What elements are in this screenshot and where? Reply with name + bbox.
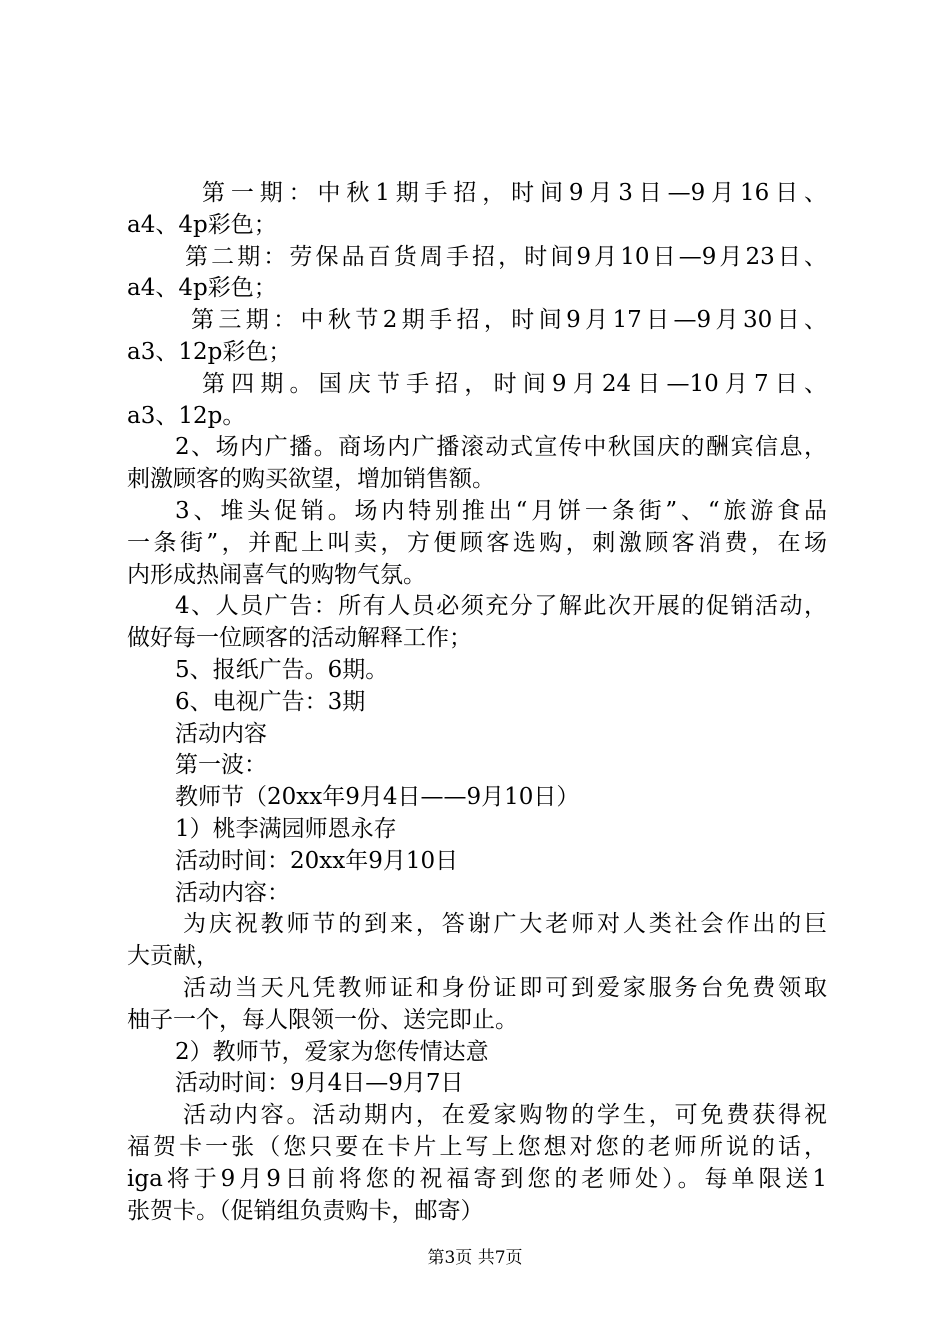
text-line: 1）桃李满园师恩永存 [175, 815, 397, 842]
text-line: a4、4p彩色； [127, 275, 277, 302]
text-line: 活动内容。活动期内，在爱家购物的学生，可免费获得祝 [183, 1102, 827, 1129]
text-line: 一条街”，并配上叫卖，方便顾客选购，刺激顾客消费，在场 [127, 529, 827, 556]
text-line: 3、堆头促销。场内特别推出“月饼一条街”、“旅游食品 [175, 497, 827, 524]
text-line: 教师节（20xx年9月4日——9月10日） [175, 784, 580, 811]
text-line: 6、电视广告：3期 [175, 688, 366, 715]
text-line: 第一期：中秋1期手招，时间9月3日—9月16日、 [202, 180, 827, 206]
text-line: 张贺卡。（促销组负责购卡，邮寄） [127, 1197, 484, 1224]
text-line: 第四期。国庆节手招，时间9月24日—10月7日、 [202, 370, 827, 397]
text-line: 5、报纸广告。6期。 [175, 656, 389, 683]
text-line: 为庆祝教师节的到来，答谢广大老师对人类社会作出的巨 [183, 911, 827, 938]
text-line: 活动当天凡凭教师证和身份证即可到爱家服务台免费领取 [183, 974, 827, 1001]
text-line: 活动内容： [175, 879, 290, 906]
text-line: iga将于9月9日前将您的祝福寄到您的老师处）。每单限送1 [127, 1165, 827, 1192]
text-line: a4、4p彩色； [127, 211, 277, 238]
text-line: 柚子一个，每人限领一份、送完即止。 [127, 1006, 518, 1033]
text-line: 活动时间：20xx年9月10日 [175, 847, 459, 874]
text-line: 第一波： [175, 752, 267, 779]
text-line: 大贡献， [127, 943, 219, 970]
text-line: a3、12p彩色； [127, 338, 292, 365]
text-line: 第二期：劳保品百货周手招，时间9月10日—9月23日、 [185, 243, 827, 270]
document-body [127, 178, 827, 1227]
text-line: 内形成热闹喜气的购物气氛。 [127, 561, 426, 588]
text-line: 活动时间：9月4日—9月7日 [175, 1070, 464, 1097]
text-line: 福贺卡一张（您只要在卡片上写上您想对您的老师所说的话， [127, 1133, 827, 1160]
text-line: 做好每一位顾客的活动解释工作； [127, 625, 472, 652]
text-line: 4、人员广告：所有人员必须充分了解此次开展的促销活动， [175, 593, 827, 620]
page-footer: 第3页 共7页 [427, 1248, 523, 1268]
text-line: 刺激顾客的购买欲望，增加销售额。 [127, 466, 495, 493]
text-line: 2）教师节，爱家为您传情达意 [175, 1038, 489, 1065]
text-line: 第三期：中秋节2期手招，时间9月17日—9月30日、 [191, 307, 827, 334]
text-line: a3、12p。 [127, 402, 246, 429]
text-line: 2、场内广播。商场内广播滚动式宣传中秋国庆的酬宾信息， [175, 434, 827, 461]
section-heading: 活动内容 [175, 720, 267, 747]
